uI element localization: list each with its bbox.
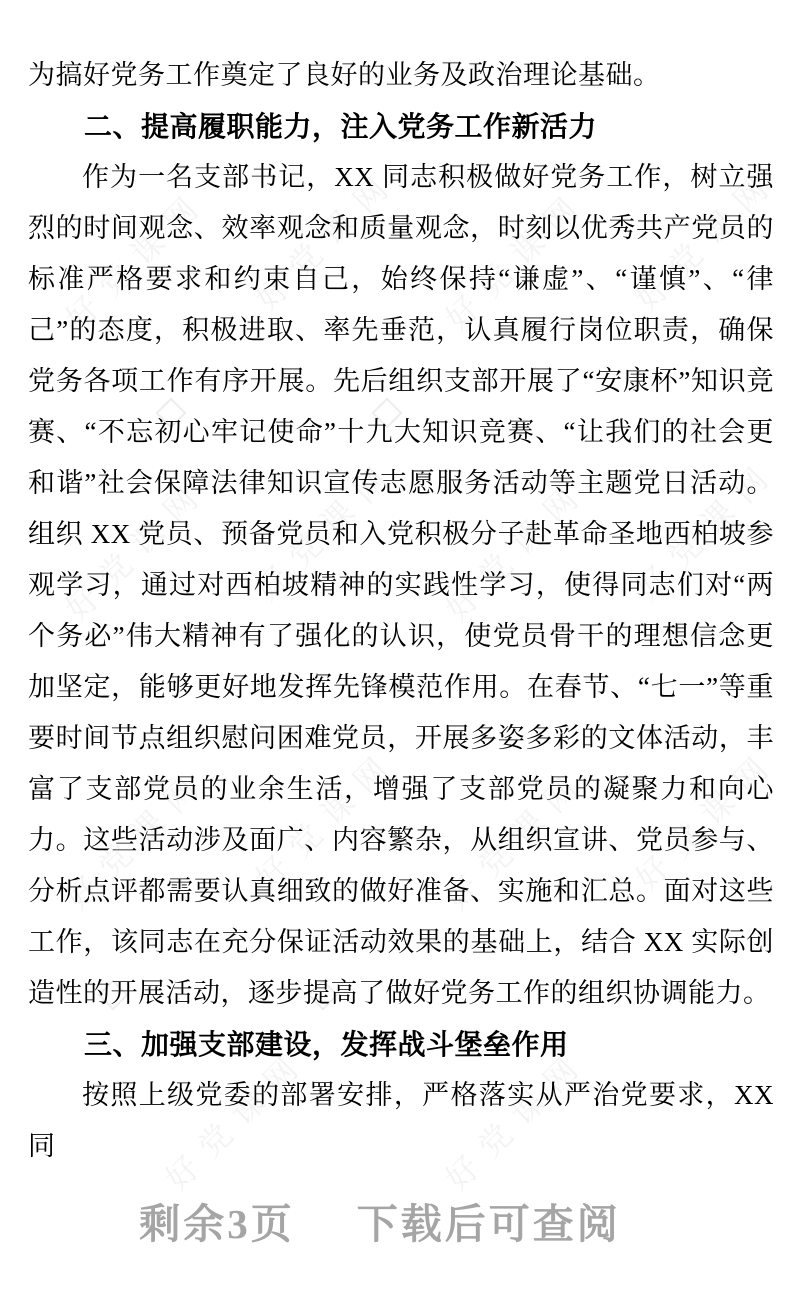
watermark-text: 好党课网 [628,741,785,898]
download-hint-label: 下载后可查阅 [356,1201,621,1247]
watermark-text: 好党课网 [438,471,595,628]
watermark-text: 好党课网 [438,761,595,918]
watermark-text: 好党课网 [58,761,215,918]
watermark-text: 好党课网 [438,181,595,338]
section-heading: 三、加强支部建设，发挥战斗堡垒作用 [84,1029,569,1060]
document-body [28,50,774,1172]
remaining-pages-label: 剩余3页 [139,1201,295,1247]
watermark-text: 好党课网 [248,161,405,318]
watermark-text: 好党课网 [248,741,405,898]
watermark-text: 好党课网 [628,161,785,318]
watermark-text: 好党课网 [248,451,405,608]
section-heading: 二、提高履职能力，注入党务工作新活力 [84,111,598,142]
body-paragraph: 为搞好党务工作奠定了良好的业务及政治理论基础。 [28,60,661,90]
remaining-pages-banner [0,1196,760,1252]
body-paragraph: 作为一名支部书记，XX 同志积极做好党务工作，树立强烈的时间观念、效率观念和质量观念，时刻以优秀共产党员的标准严格要求和约束自己，始终保持“谦虚”、“谨慎”、“律己”的态度，积极进取、率先垂范，认真履行岗位职责，确保党务各项工作有序开展。先后组织支部开展了“安康杯”知识竞赛、“不忘初心牢记使命”十九大知识竞赛、“让我们的社会更和谐”社会保障法律知识宣传志愿服务活动等主题党日活动。组织 XX 党员、预备党员和入党积极分子赴革命圣地西柏坡参观学习，通过对西柏坡精神的实践性学习，使得同志们对“两个务必”伟大精神有了强化的认识，使党员骨干的理想信念更加坚定，能够更好地发挥先锋模范作用。在春节、“七一”等重要时间节点组织慰问困难党员，开展多姿多彩的文体活动，丰富了支部党员的业余生活，增强了支部党员的凝聚力和向心力。这些活动涉及面广、内容繁杂，从组织宣讲、党员参与、分析点评都需要认真细致的做好准备、实施和汇总。面对这些工作，该同志在充分保证活动效果的基础上，结合 XX 实际创造性的开展活动，逐步提高了做好党务工作的组织协调能力。 [28,162,774,1008]
watermark-text: 好党课网 [158,1041,315,1198]
watermark-text: 好党课网 [438,1041,595,1198]
watermark-text: 好党课网 [58,471,215,628]
watermark-text: 好党课网 [628,451,785,608]
body-paragraph: 按照上级党委的部署安排，严格落实从严治党要求，XX 同 [28,1080,774,1161]
watermark-text: 好党课网 [58,181,215,338]
